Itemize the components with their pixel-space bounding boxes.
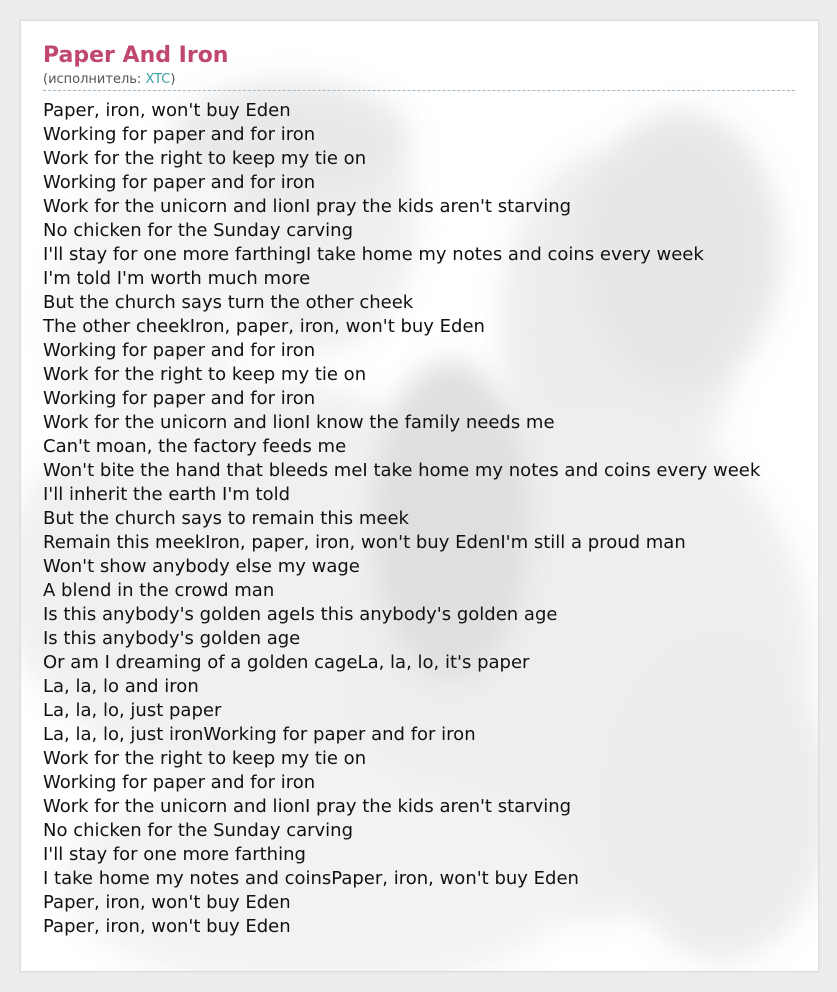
lyric-line: But the church says turn the other cheek xyxy=(43,292,414,313)
lyric-line: I'll stay for one more farthingI take home my notes and coins every week xyxy=(43,244,704,265)
lyrics-card xyxy=(20,20,819,972)
lyric-line: Remain this meekIron, paper, iron, won't buy EdenI'm still a proud man xyxy=(43,532,686,553)
artist-line xyxy=(43,71,803,89)
lyric-line: No chicken for the Sunday carving xyxy=(43,220,354,241)
lyric-line: Paper, iron, won't buy Eden xyxy=(43,892,291,913)
lyric-line: I take home my notes and coinsPaper, iron, won't buy Eden xyxy=(43,868,579,889)
lyric-line: La, la, lo, just paper xyxy=(43,700,222,721)
lyric-line: Work for the unicorn and lionI pray the kids aren't starving xyxy=(43,196,572,217)
lyric-line: Paper, iron, won't buy Eden xyxy=(43,100,291,121)
lyric-line: Work for the right to keep my tie on xyxy=(43,364,367,385)
lyric-line: I'll stay for one more farthing xyxy=(43,844,306,865)
lyric-line: Won't show anybody else my wage xyxy=(43,556,360,577)
artist-prefix: (исполнитель: xyxy=(43,72,146,87)
lyric-line: Is this anybody's golden ageIs this anybody's golden age xyxy=(43,604,558,625)
lyric-line: Work for the unicorn and lionI pray the kids aren't starving xyxy=(43,796,572,817)
lyric-line: Working for paper and for iron xyxy=(43,172,316,193)
lyric-line: Paper, iron, won't buy Eden xyxy=(43,916,291,937)
lyric-line: But the church says to remain this meek xyxy=(43,508,409,529)
lyric-line: Is this anybody's golden age xyxy=(43,628,301,649)
lyric-line: I'm told I'm worth much more xyxy=(43,268,311,289)
lyric-line: I'll inherit the earth I'm told xyxy=(43,484,291,505)
lyric-line: Or am I dreaming of a golden cageLa, la, lo, it's paper xyxy=(43,652,530,673)
lyric-line: Won't bite the hand that bleeds meI take home my notes and coins every week xyxy=(43,460,761,481)
lyrics-text xyxy=(43,99,819,939)
artist-link[interactable]: XTC xyxy=(145,72,171,87)
lyric-line: Can't moan, the factory feeds me xyxy=(43,436,347,457)
lyric-line: Working for paper and for iron xyxy=(43,388,316,409)
lyric-line: Working for paper and for iron xyxy=(43,772,316,793)
song-title: Paper And Iron xyxy=(43,43,229,68)
lyric-line: A blend in the crowd man xyxy=(43,580,275,601)
lyric-line: La, la, lo and iron xyxy=(43,676,199,697)
title-divider xyxy=(43,90,795,91)
lyrics-content xyxy=(43,41,803,939)
lyric-line: La, la, lo, just ironWorking for paper and for iron xyxy=(43,724,476,745)
lyric-line: Work for the unicorn and lionI know the family needs me xyxy=(43,412,555,433)
lyric-line: Work for the right to keep my tie on xyxy=(43,148,367,169)
lyric-line: Work for the right to keep my tie on xyxy=(43,748,367,769)
artist-suffix: ) xyxy=(170,72,176,87)
lyric-line: No chicken for the Sunday carving xyxy=(43,820,354,841)
lyric-line: Working for paper and for iron xyxy=(43,124,316,145)
lyric-line: Working for paper and for iron xyxy=(43,340,316,361)
lyric-line: The other cheekIron, paper, iron, won't buy Eden xyxy=(43,316,485,337)
